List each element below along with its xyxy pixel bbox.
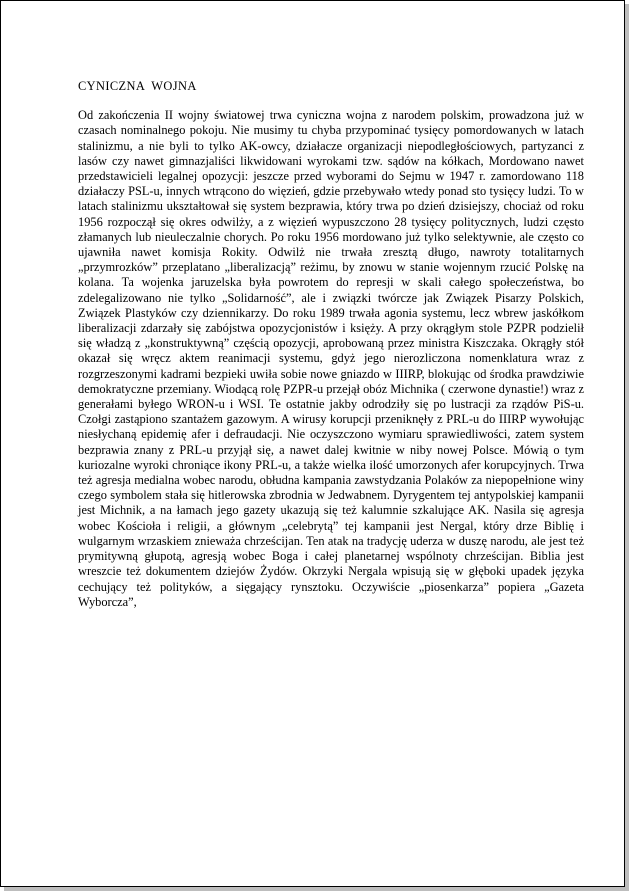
document-body-paragraph: Od zakończenia II wojny światowej trwa cyniczna wojna z narodem polskim, prowadzona już w czasach nominalnego pokoju. Nie musimy tu chyba przypominać tysięcy pomordowanych w latach stalinizmu, a nie byli to tylko AK-owcy, działacze organizacji niepodległościowych, partyzanci z lasów czy nawet gimnazjaliści likwidowani wyrokami tzw. sądów na kółkach, Mordowano nawet przedstawicieli legalnej opozycji: jeszcze przed wyborami do Sejmu w 1947 r. zamordowano 118 działaczy PSL-u, innych wtrącono do więzień, gdzie przebywało wtedy ponad sto tysięcy ludzi. To w latach stalinizmu ukształtował się system bezprawia, który trwa po dzień dzisiejszy, chociaż od roku 1956 rozpoczął się okres odwilży, a z więzień wypuszczono 28 tysięcy politycznych, ludzi często złamanych lub nieuleczalnie chorych. Po roku 1956 mordowano już tylko selektywnie, ale często co ujawniła nawet komisja Rokity. Odwilż nie trwała zresztą długo, nawroty totalitarnych „przymrozków” przeplatano „liberalizacją” reżimu, by znowu w stanie wojennym rzucić Polskę na kolana. Ta wojenka jaruzelska była powrotem do represji w skali całego społeczeństwa, bo zdelegalizowano nie tylko „Solidarność”, ale i związki twórcze jak Związek Pisarzy Polskich, Związek Plastyków czy dziennikarzy. Do roku 1989 trwała agonia systemu, lecz wbrew jaskółkom liberalizacji zdarzały się zabójstwa opozycjonistów i księży. A przy okrągłym stole PZPR podzielił się władzą z „konstruktywną” częścią opozycji, aprobowaną przez ministra Kiszczaka. Okrągły stół okazał się wręcz aktem reanimacji systemu, gdyż jego nierozliczona nomenklatura wraz z rozgrzeszonymi kadrami bezpieki uwiła sobie nowe gniazdo w IIIRP, blokując od środka prawdziwie demokratyczne przemiany. Wiodącą rolę PZPR-u przejął obóz Michnika ( czerwone dynastie!) wraz z generałami byłego WRON-u i WSI. Te ostatnie jakby odrodziły się po lustracji za rządów PiS-u. Czołgi zastąpiono szantażem gazowym. A wirusy korupcji przeniknęły z PRL-u do IIIRP wywołując niesłychaną epidemię afer i defraudacji. Nie oczyszczono wymiaru sprawiedliwości, zatem system bezprawia znany z PRL-u przyjął się, a nawet dalej kwitnie w niby nowej Polsce. Mówią o tym kuriozalne wyroki chroniące ikony PRL-u, a także wielka ilość umorzonych afer korupcyjnych. Trwa też agresja medialna wobec narodu, obłudna kampania zawstydzania Polaków za niepopełnione winy czego symbolem stała się hitlerowska zbrodnia w Jedwabnem. Dyrygentem tej antypolskiej kampanii jest Michnik, a na łamach jego gazety ukazują się też kalumnie szkalujące AK. Nasila się agresja wobec Kościoła i religii, a głównym „celebrytą” tej kampanii jest Nergal, który drze Biblię i wulgarnym wrzaskiem znieważa chrześcijan. Ten atak na tradycję uderza w duszę narodu, ale jest też prymitywną głupotą, agresją wobec Boga i całej planetarnej wspólnoty chrześcijan. Biblia jest wreszcie też dokumentem dziejów Żydów. Okrzyki Nergala wpisują się w głęboki upadek języka cechujący też polityków, a sięgający rynsztoku. Oczywiście „piosenkarza” popiera „Gazeta Wyborcza”,	[78, 108, 584, 609]
document-content	[78, 79, 584, 610]
document-title: CYNICZNA WOJNA	[78, 79, 197, 93]
